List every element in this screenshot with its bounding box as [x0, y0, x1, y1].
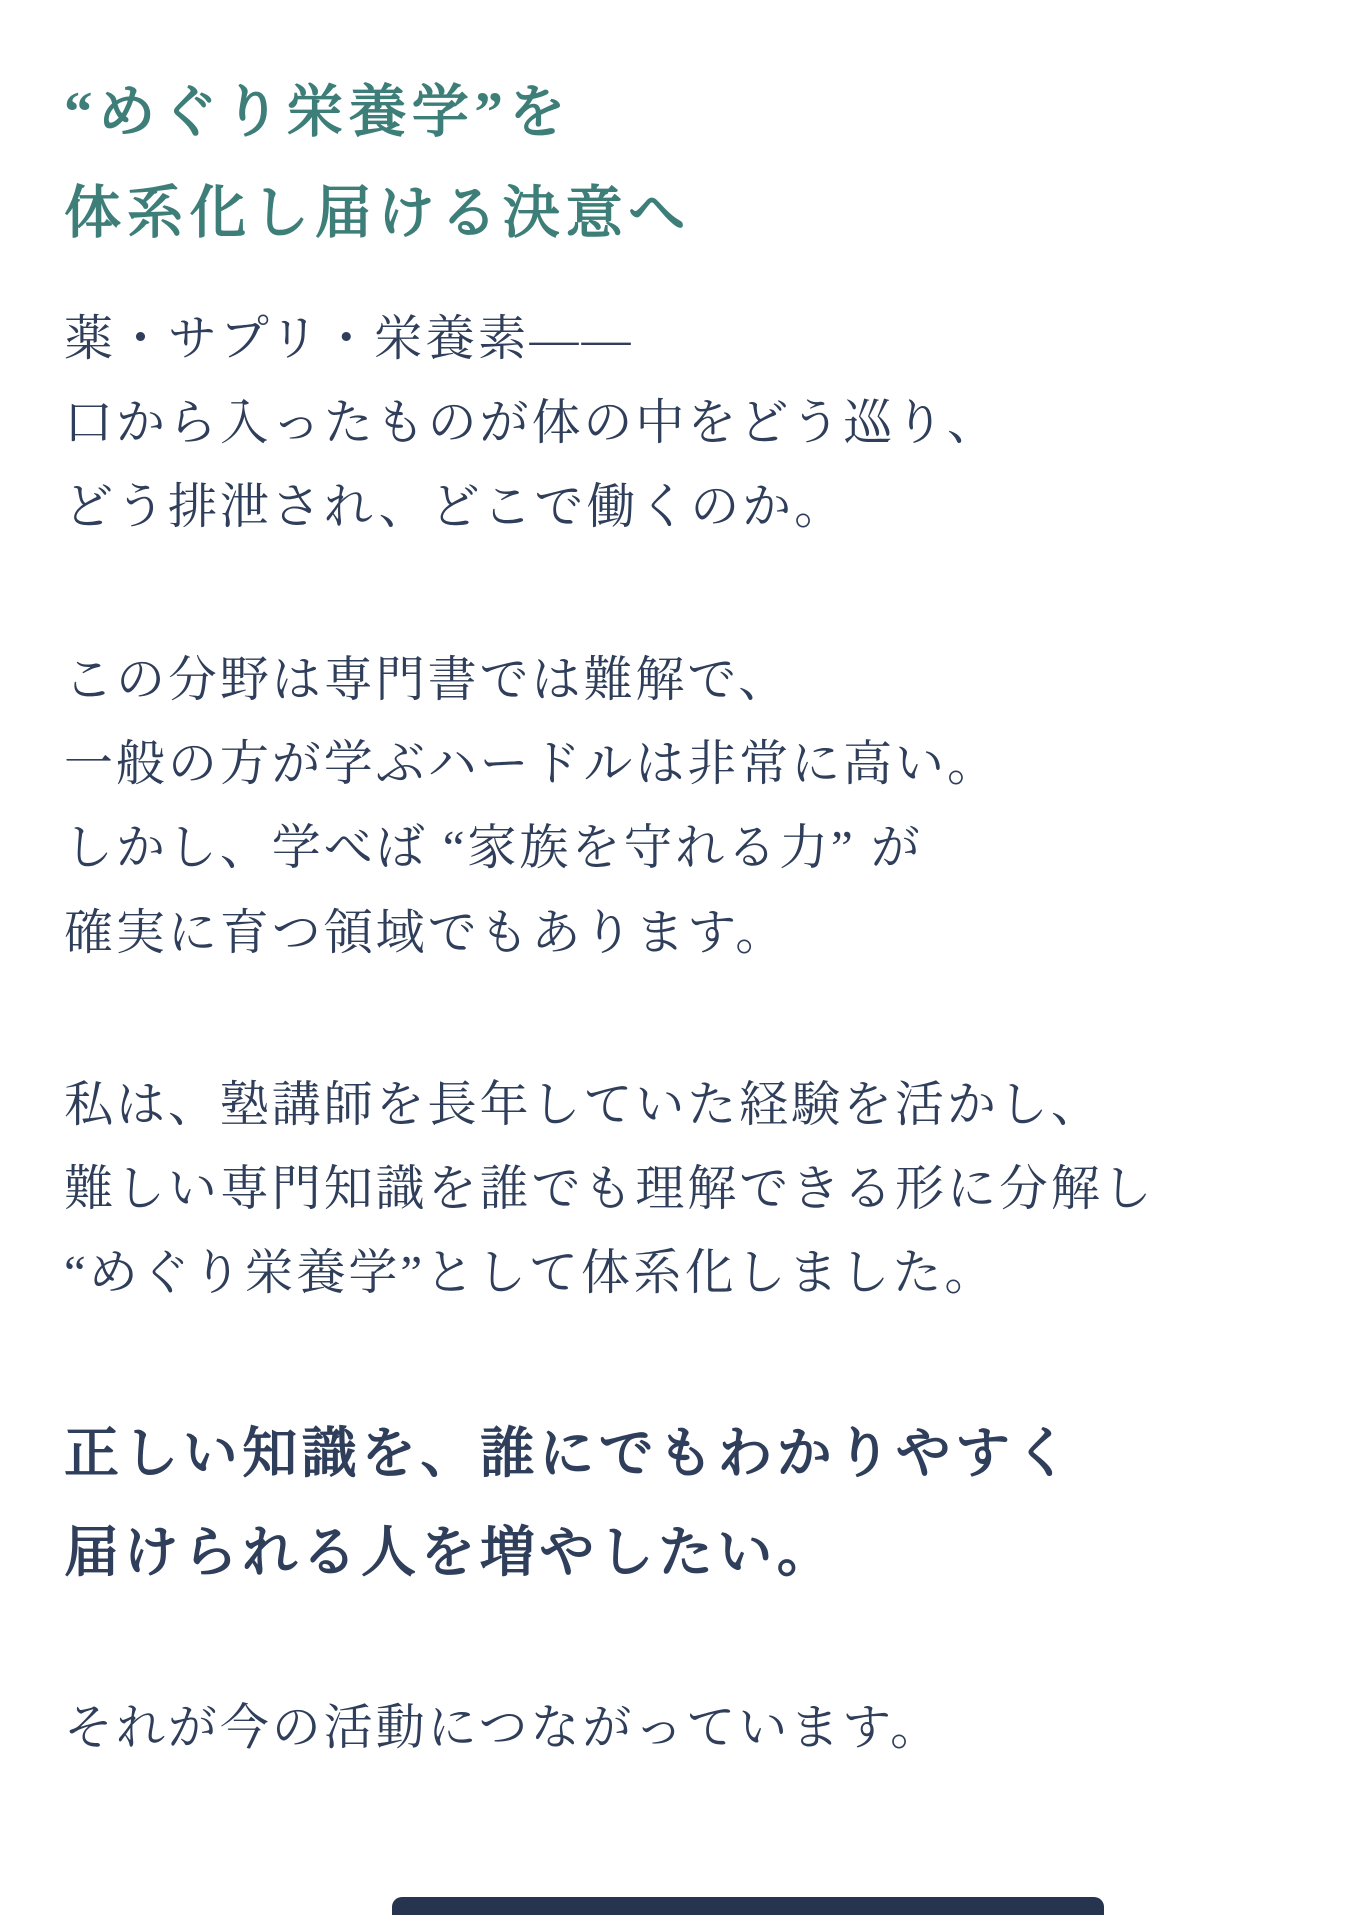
paragraph-intro	[64, 297, 1306, 550]
body-line: 難しい専門知識を誰でも理解できる形に分解し	[64, 1161, 1155, 1217]
body-line: どう排泄され、どこで働くのか。	[64, 479, 847, 535]
emphasis-line: 正しい知識を、誰にでもわかりやすく	[64, 1422, 1074, 1484]
paragraph-difficulty	[64, 638, 1306, 975]
body-line: 一般の方が学ぶハードルは非常に高い。	[64, 735, 999, 791]
body-line: それが今の活動につながっています。	[64, 1699, 943, 1755]
body-line: 確実に育つ領域でもあります。	[64, 904, 788, 960]
body-line: “めぐり栄養学”として体系化しました。	[64, 1245, 997, 1301]
section-heading	[64, 62, 1306, 265]
emphasis-line: 届けられる人を増やしたい。	[64, 1521, 837, 1583]
body-line: 薬・サプリ・栄養素——	[64, 310, 634, 366]
paragraph-experience	[64, 1063, 1306, 1316]
body-line: 私は、塾講師を長年していた経験を活かし、	[64, 1076, 1103, 1132]
next-section-top-edge	[392, 1897, 1104, 1915]
body-line: 口から入ったものが体の中をどう巡り、	[64, 395, 999, 451]
body-line: しかし、学べば “家族を守れる力” が	[64, 820, 923, 876]
heading-line-1: “めぐり栄養学”を	[64, 81, 572, 144]
body-line: この分野は専門書では難解で、	[64, 651, 791, 707]
paragraph-closing	[64, 1686, 1306, 1770]
heading-line-2: 体系化し届ける決意へ	[64, 182, 691, 246]
paragraph-mission-statement	[64, 1404, 1306, 1602]
